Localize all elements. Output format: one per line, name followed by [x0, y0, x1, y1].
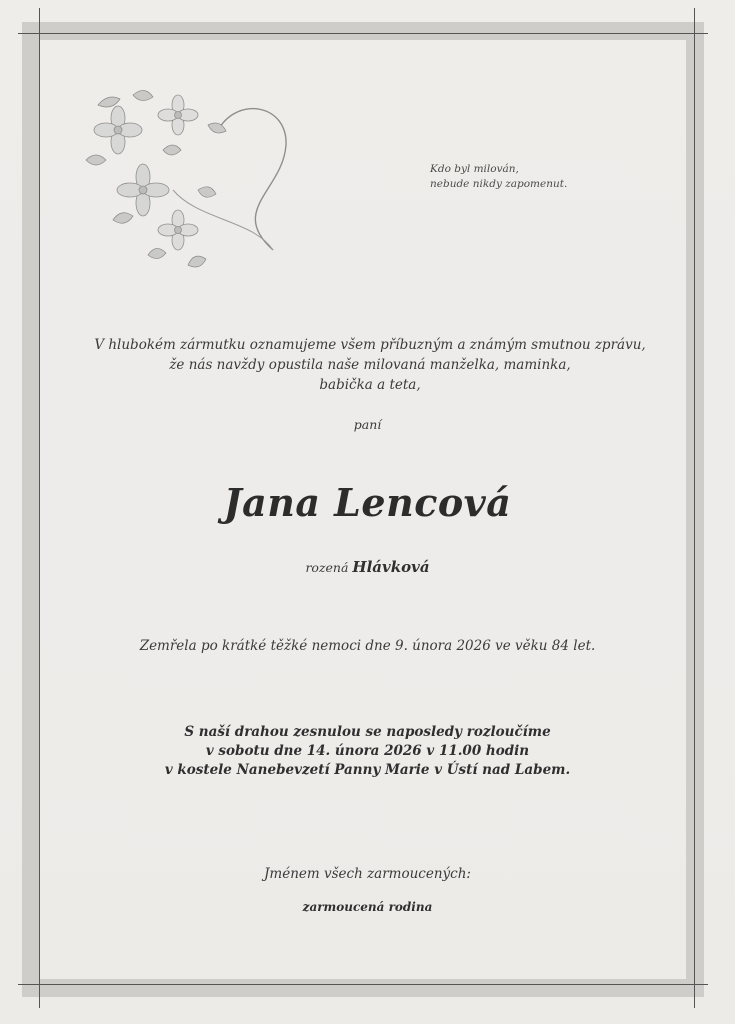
border-line-top	[18, 33, 708, 34]
announcement-line: že nás navždy opustila naše milovaná manželka, maminka,	[169, 357, 571, 373]
signature: zarmoucená rodina	[302, 900, 433, 914]
announcement-text	[60, 335, 680, 395]
funeral-line: v kostele Nanebevzetí Panny Marie v Ústí nad Labem.	[164, 762, 571, 778]
death-notice: Zemřela po krátké těžké nemoci dne 9. února 2026 ve věku 84 let.	[139, 638, 596, 654]
border-line-bottom	[18, 984, 708, 985]
funeral-details	[0, 723, 735, 780]
maiden-name	[0, 558, 735, 576]
title-word: paní	[353, 417, 382, 432]
maiden-prefix: rozená	[305, 560, 349, 575]
deceased-name: Jana Lencová	[223, 480, 512, 525]
funeral-line: v sobotu dne 14. února 2026 v 11.00 hodin	[205, 743, 530, 759]
maiden-surname: Hlávková	[352, 558, 430, 576]
motto-line: Kdo byl milován,	[430, 163, 519, 175]
announcement-line: V hlubokém zármutku oznamujeme všem příbuzným a známým smutnou zprávu,	[94, 337, 646, 353]
motto	[430, 162, 610, 192]
heart-flowers-icon	[78, 70, 303, 290]
funeral-line: S naší drahou zesnulou se naposledy rozloučíme	[184, 724, 551, 740]
motto-line: nebude nikdy zapomenut.	[430, 178, 568, 190]
on-behalf-text: Jménem všech zarmoucených:	[264, 866, 471, 882]
announcement-line: babička a teta,	[319, 377, 421, 393]
